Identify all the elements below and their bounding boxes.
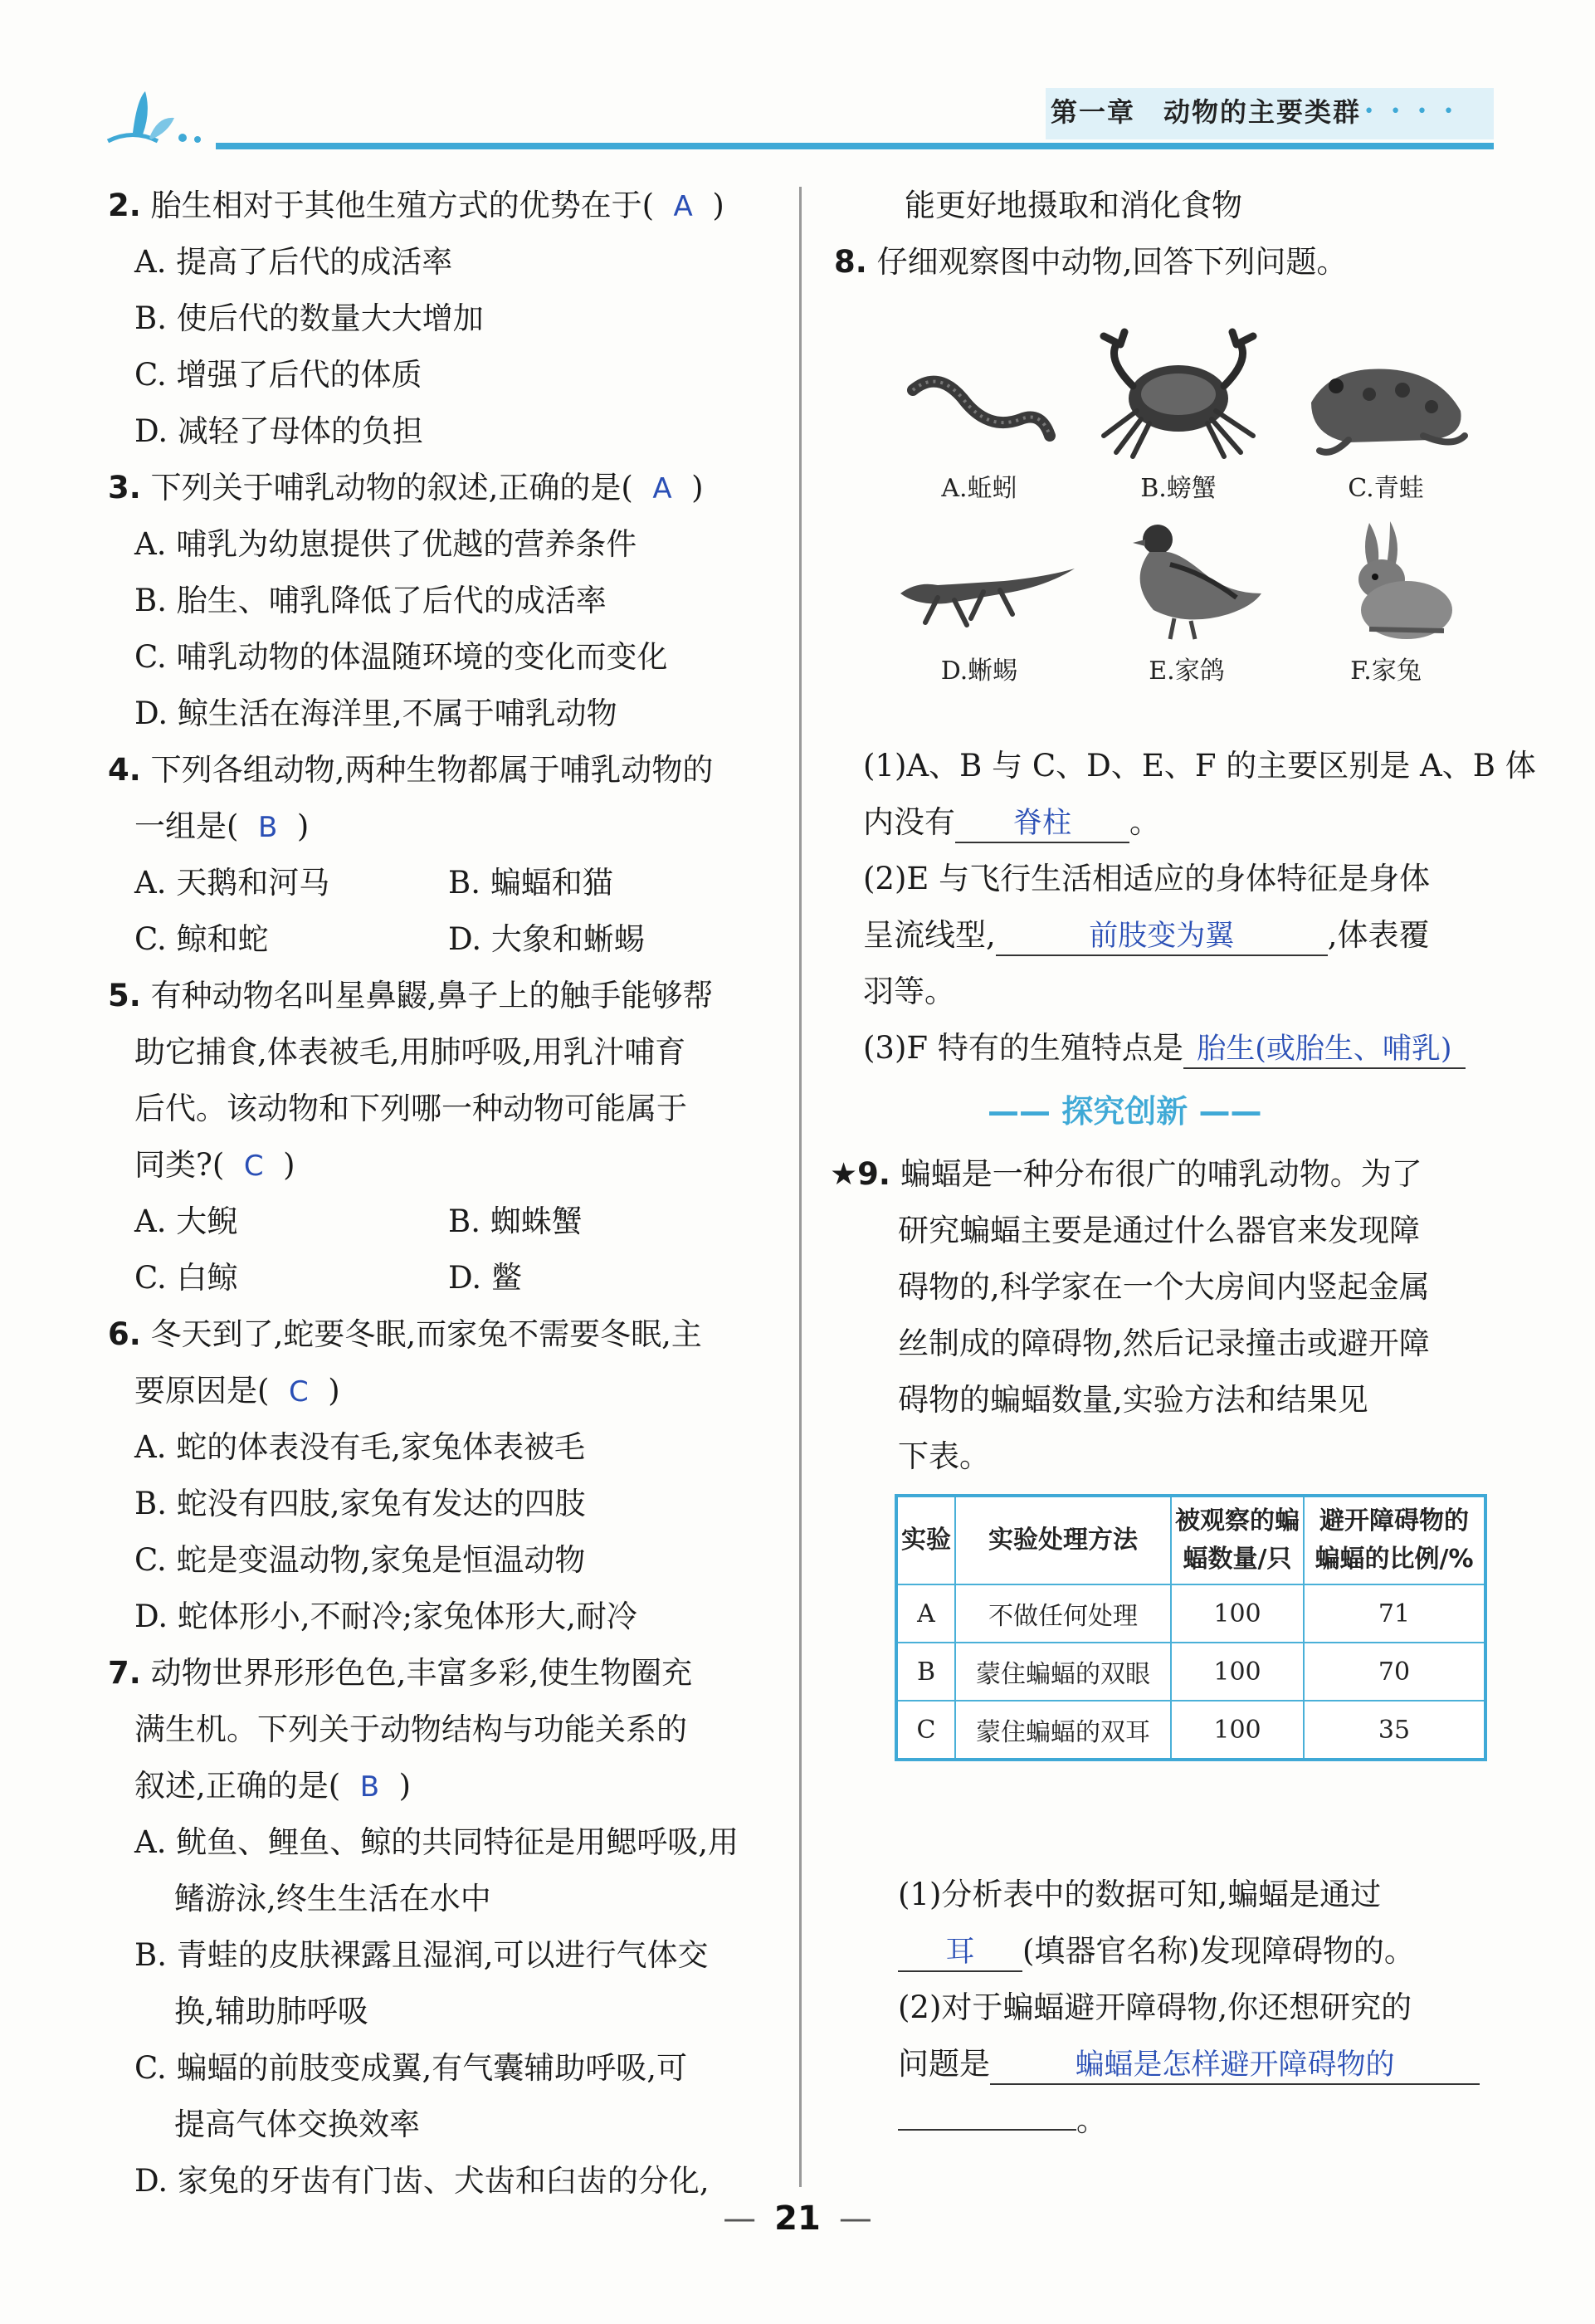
crab-image bbox=[1087, 328, 1270, 461]
q9-stem-line1: ★9. 蝙蝠是一种分布很广的哺乳动物。为了 bbox=[830, 1156, 1422, 1192]
animal-d-label: D.蜥蜴 bbox=[940, 657, 1018, 686]
q9-2-answer-cont bbox=[898, 2129, 1076, 2131]
q6-option-d: D. 蛇体形小,不耐冷;家兔体形大,耐冷 bbox=[134, 1599, 637, 1634]
table-cell: 蒙住蝙蝠的双耳 bbox=[955, 1701, 1171, 1760]
q9-2-line3: 。 bbox=[898, 2100, 1107, 2141]
q3-answer: A bbox=[652, 472, 672, 505]
q4-answer: B bbox=[257, 811, 278, 844]
q7-stem-line3: 叙述,正确的是( B ) bbox=[134, 1768, 412, 1804]
animal-c bbox=[1295, 344, 1477, 504]
q7-answer: B bbox=[359, 1770, 380, 1804]
q6-option-a: A. 蛇的体表没有毛,家兔体表被毛 bbox=[134, 1429, 586, 1465]
q5-stem-line2: 助它捕食,体表被毛,用肺呼吸,用乳汁哺育 bbox=[134, 1034, 686, 1070]
q4-option-d: D. 大象和蜥蜴 bbox=[448, 921, 645, 957]
table-header-cell: 实验 bbox=[896, 1496, 955, 1584]
q4-option-a: A. 天鹅和河马 bbox=[134, 865, 330, 901]
q4-stem: 4. 下列各组动物,两种生物都属于哺乳动物的 bbox=[108, 752, 714, 788]
q8-2-line3: 羽等。 bbox=[863, 974, 955, 1009]
q5-stem-line4: 同类?( C ) bbox=[134, 1147, 295, 1183]
animal-d bbox=[888, 535, 1071, 686]
q6-stem-cont: 要原因是( C ) bbox=[134, 1373, 340, 1409]
q9-1-line1: (1)分析表中的数据可知,蝙蝠是通过 bbox=[898, 1877, 1382, 1912]
q8-stem: 8. 仔细观察图中动物,回答下列问题。 bbox=[834, 244, 1348, 280]
q7-option-a-cont: 鳍游泳,终生生活在水中 bbox=[174, 1881, 491, 1916]
q7-option-b-cont: 换,辅助肺呼吸 bbox=[174, 1994, 368, 2029]
column-divider bbox=[799, 187, 802, 2187]
q5-stem-line3: 后代。该动物和下列哪一种动物可能属于 bbox=[134, 1091, 687, 1126]
earthworm-image bbox=[896, 353, 1062, 461]
q9-stem-line3: 碍物的,科学家在一个大房间内竖起金属 bbox=[898, 1269, 1430, 1305]
table-cell: 100 bbox=[1171, 1701, 1304, 1760]
table-header-cell: 实验处理方法 bbox=[955, 1496, 1171, 1584]
animal-f bbox=[1295, 515, 1477, 686]
header-rule bbox=[216, 143, 1494, 149]
q3-option-a: A. 哺乳为幼崽提供了优越的营养条件 bbox=[134, 526, 637, 562]
section-title-inquiry: —— 探究创新 —— bbox=[988, 1093, 1262, 1130]
lizard-image bbox=[888, 535, 1079, 643]
q7-option-d: D. 家兔的牙齿有门齿、犬齿和臼齿的分化, bbox=[134, 2163, 710, 2199]
pigeon-image bbox=[1104, 515, 1270, 643]
page-header bbox=[100, 83, 1494, 149]
q5-option-b: B. 蜘蛛蟹 bbox=[448, 1204, 583, 1239]
table-cell: C bbox=[896, 1701, 955, 1760]
q6-option-c: C. 蛇是变温动物,家兔是恒温动物 bbox=[134, 1542, 586, 1578]
q5-option-a: A. 大鲵 bbox=[134, 1204, 238, 1239]
table-row bbox=[896, 1584, 1485, 1643]
animal-a-label: A.蚯蚓 bbox=[941, 474, 1017, 503]
q9-1-line2: 耳 (填器官名称)发现障碍物的。 bbox=[898, 1931, 1415, 1972]
table-cell: B bbox=[896, 1643, 955, 1701]
q2-option-c: C. 增强了后代的体质 bbox=[134, 357, 422, 393]
q8-2-answer: 前肢变为翼 bbox=[996, 918, 1328, 956]
q9-2-answer: 蝙蝠是怎样避开障碍物的 bbox=[990, 2047, 1480, 2085]
animal-b-label: B.螃蟹 bbox=[1140, 474, 1217, 503]
q3-option-c: C. 哺乳动物的体温随环境的变化而变化 bbox=[134, 639, 668, 675]
q2-answer: A bbox=[673, 190, 693, 223]
q2-option-b: B. 使后代的数量大大增加 bbox=[134, 300, 484, 336]
q9-stem-line4: 丝制成的障碍物,然后记录撞击或避开障 bbox=[898, 1326, 1430, 1361]
q6-stem: 6. 冬天到了,蛇要冬眠,而家兔不需要冬眠,主 bbox=[108, 1316, 702, 1352]
table-header-cell: 避开障碍物的蝙蝠的比例/% bbox=[1304, 1496, 1485, 1584]
droplet-logo-icon bbox=[100, 83, 224, 149]
animal-a bbox=[888, 353, 1071, 504]
q4-option-b: B. 蝙蝠和猫 bbox=[448, 865, 613, 901]
q7-option-c-cont: 提高气体交换效率 bbox=[174, 2107, 420, 2142]
q8-2-line2: 呈流线型, 前肢变为翼 ,体表覆 bbox=[863, 915, 1430, 956]
page-number: 21 bbox=[774, 2200, 821, 2238]
animal-f-label: F.家兔 bbox=[1350, 657, 1422, 686]
q3-stem: 3. 下列关于哺乳动物的叙述,正确的是( A ) bbox=[108, 470, 704, 505]
table-cell: 100 bbox=[1171, 1584, 1304, 1643]
table-cell: 70 bbox=[1304, 1643, 1485, 1701]
header-dots: • • • • bbox=[1363, 101, 1459, 122]
frog-image bbox=[1299, 344, 1473, 461]
q2-option-a: A. 提高了后代的成活率 bbox=[134, 244, 453, 280]
q8-1-line2: 内没有 脊柱 。 bbox=[863, 802, 1160, 843]
q3-option-b: B. 胎生、哺乳降低了后代的成活率 bbox=[134, 583, 607, 618]
q7-option-c: C. 蝙蝠的前肢变成翼,有气囊辅助呼吸,可 bbox=[134, 2050, 688, 2086]
table-header-cell: 被观察的蝙蝠数量/只 bbox=[1171, 1496, 1304, 1584]
q4-option-c: C. 鲸和蛇 bbox=[134, 921, 269, 957]
table-cell: 100 bbox=[1171, 1643, 1304, 1701]
page-footer: — 21 — bbox=[723, 2200, 872, 2238]
table-cell: 不做任何处理 bbox=[955, 1584, 1171, 1643]
q7-stem-line2: 满生机。下列关于动物结构与功能关系的 bbox=[134, 1711, 687, 1747]
animal-figure bbox=[888, 328, 1485, 710]
animal-e bbox=[1095, 515, 1278, 686]
table-row bbox=[896, 1701, 1485, 1760]
q8-3-answer: 胎生(或胎生、哺乳) bbox=[1183, 1031, 1466, 1069]
rabbit-image bbox=[1303, 515, 1469, 643]
q7-option-d-cont: 能更好地摄取和消化食物 bbox=[905, 188, 1242, 223]
q3-option-d: D. 鲸生活在海洋里,不属于哺乳动物 bbox=[134, 696, 617, 731]
q5-option-d: D. 鳖 bbox=[448, 1260, 522, 1296]
q4-stem-cont: 一组是( B ) bbox=[134, 808, 310, 844]
q9-2-line1: (2)对于蝙蝠避开障碍物,你还想研究的 bbox=[898, 1990, 1412, 2025]
q9-stem-line2: 研究蝙蝠主要是通过什么器官来发现障 bbox=[898, 1213, 1420, 1248]
q8-3-line: (3)F 特有的生殖特点是 胎生(或胎生、哺乳) bbox=[863, 1028, 1466, 1069]
q8-1-line1: (1)A、B 与 C、D、E、F 的主要区别是 A、B 体 bbox=[863, 748, 1536, 784]
q8-2-line1: (2)E 与飞行生活相适应的身体特征是身体 bbox=[863, 861, 1431, 896]
q7-option-b: B. 青蛙的皮肤裸露且湿润,可以进行气体交 bbox=[134, 1937, 709, 1973]
q9-2-line2: 问题是 蝙蝠是怎样避开障碍物的 bbox=[898, 2043, 1480, 2085]
table-header-row bbox=[896, 1496, 1485, 1584]
table-cell: 35 bbox=[1304, 1701, 1485, 1760]
experiment-table bbox=[895, 1494, 1487, 1761]
animal-c-label: C.青蛙 bbox=[1348, 474, 1424, 503]
q2-stem: 2. 胎生相对于其他生殖方式的优势在于( A ) bbox=[108, 188, 724, 223]
table-row bbox=[896, 1643, 1485, 1701]
q2-option-d: D. 减轻了母体的负担 bbox=[134, 413, 423, 449]
q6-option-b: B. 蛇没有四肢,家兔有发达的四肢 bbox=[134, 1486, 586, 1521]
table-cell: 蒙住蝙蝠的双眼 bbox=[955, 1643, 1171, 1701]
chapter-title: 第一章 动物的主要类群 bbox=[1050, 96, 1361, 128]
table-cell: A bbox=[896, 1584, 955, 1643]
q9-stem-line5: 碍物的蝙蝠数量,实验方法和结果见 bbox=[898, 1382, 1368, 1418]
q5-answer: C bbox=[243, 1150, 264, 1183]
q5-stem: 5. 有种动物名叫星鼻鼹,鼻子上的触手能够帮 bbox=[108, 978, 714, 1013]
animal-b bbox=[1087, 328, 1270, 504]
q7-option-a: A. 鱿鱼、鲤鱼、鲸的共同特征是用鳃呼吸,用 bbox=[134, 1824, 739, 1860]
q6-answer: C bbox=[288, 1375, 309, 1409]
q5-option-c: C. 白鲸 bbox=[134, 1260, 238, 1296]
q8-1-answer: 脊柱 bbox=[955, 805, 1129, 843]
q7-stem: 7. 动物世界形形色色,丰富多彩,使生物圈充 bbox=[108, 1655, 693, 1691]
q9-stem-line6: 下表。 bbox=[898, 1438, 990, 1474]
table-cell: 71 bbox=[1304, 1584, 1485, 1643]
animal-e-label: E.家鸽 bbox=[1149, 657, 1225, 686]
q9-1-answer: 耳 bbox=[898, 1934, 1022, 1972]
